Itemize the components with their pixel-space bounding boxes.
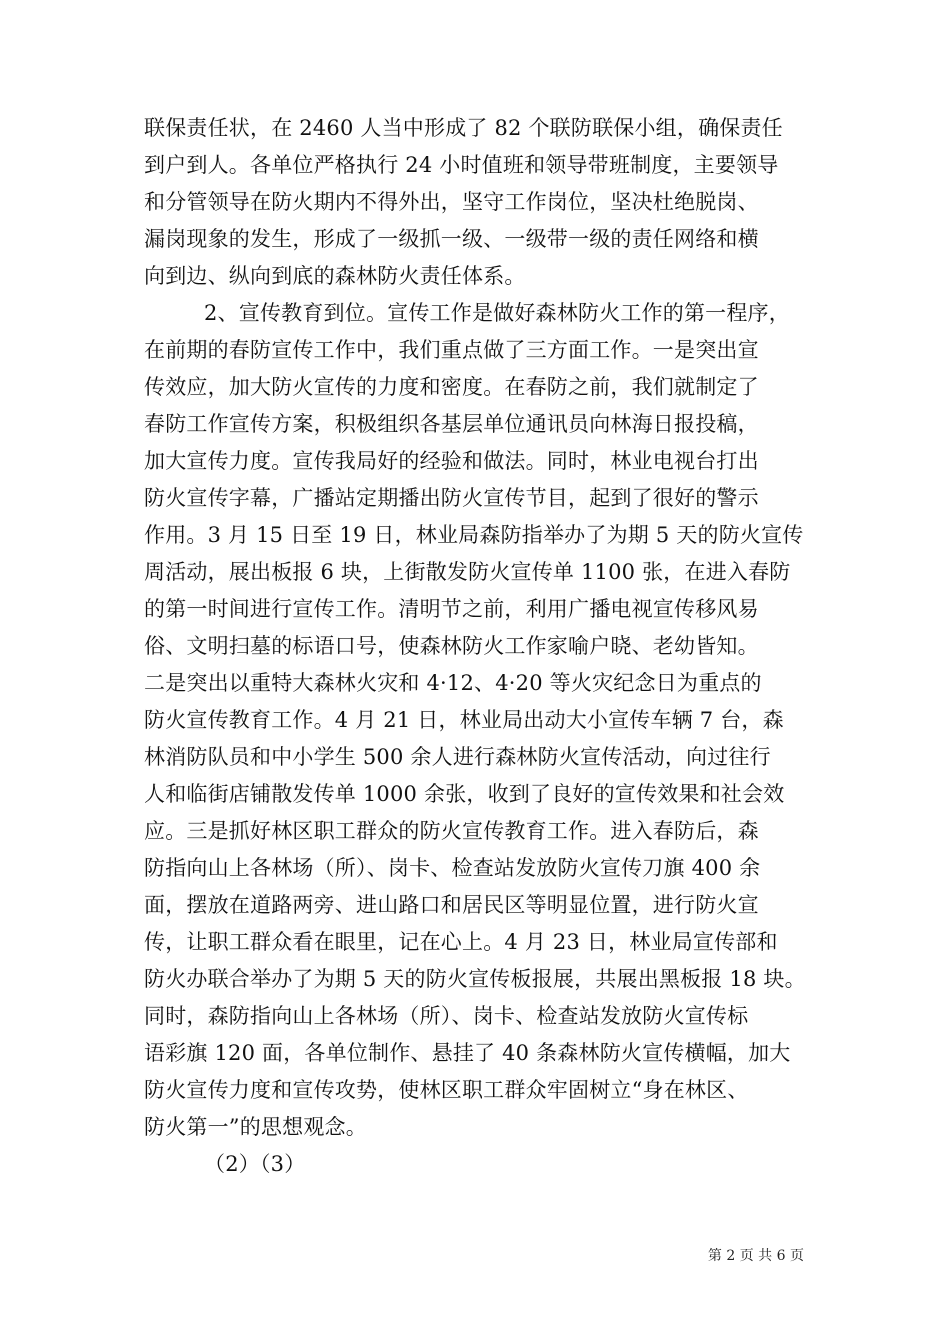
text-line: 俗、文明扫墓的标语口号，使森林防火工作家喻户晓、老幼皆知。 (144, 634, 759, 658)
section-markers: （2）（3） (204, 1152, 306, 1176)
text-line: 加大宣传力度。宣传我局好的经验和做法。同时，林业电视台打出 (144, 449, 759, 473)
text-line: 在前期的春防宣传工作中，我们重点做了三方面工作。一是突出宣 (144, 338, 759, 362)
text-line: 同时，森防指向山上各林场（所）、岗卡、检查站发放防火宣传标 (144, 1004, 749, 1028)
text-line: 二是突出以重特大森林火灾和 4·12、4·20 等火灾纪念日为重点的 (144, 671, 762, 695)
text-line: 漏岗现象的发生，形成了一级抓一级、一级带一级的责任网络和横 (144, 227, 759, 251)
text-line: 传，让职工群众看在眼里，记在心上。4 月 23 日，林业局宣传部和 (144, 930, 778, 954)
text-line: 和分管领导在防火期内不得外出，坚守工作岗位，坚决杜绝脱岗、 (144, 190, 759, 214)
text-line: 作用。3 月 15 日至 19 日，林业局森防指举办了为期 5 天的防火宣传 (144, 523, 804, 547)
text-line: 防火宣传教育工作。4 月 21 日，林业局出动大小宣传车辆 7 台，森 (144, 708, 784, 732)
text-line: 周活动，展出板报 6 块，上街散发防火宣传单 1100 张，在进入春防 (144, 560, 791, 584)
text-line: 联保责任状，在 2460 人当中形成了 82 个联防联保小组，确保责任 (144, 116, 783, 140)
text-line: 防火宣传力度和宣传攻势，使林区职工群众牢固树立“身在林区、 (144, 1078, 749, 1102)
text-line: 防火第一”的思想观念。 (144, 1115, 367, 1139)
text-line: 人和临街店铺散发传单 1000 余张，收到了良好的宣传效果和社会效 (144, 782, 785, 806)
text-line: 防火宣传字幕，广播站定期播出防火宣传节目，起到了很好的警示 (144, 486, 759, 510)
text-line: 防火办联合举办了为期 5 天的防火宣传板报展，共展出黑板报 18 块。 (144, 967, 806, 991)
text-line: 林消防队员和中小学生 500 余人进行森林防火宣传活动，向过往行 (144, 745, 771, 769)
text-line: 到户到人。各单位严格执行 24 小时值班和领导带班制度，主要领导 (144, 153, 779, 177)
text-line: 防指向山上各林场（所）、岗卡、检查站发放防火宣传刀旗 400 余 (144, 856, 761, 880)
text-line: 语彩旗 120 面，各单位制作、悬挂了 40 条森林防火宣传横幅，加大 (144, 1041, 791, 1065)
text-line: 春防工作宣传方案，积极组织各基层单位通讯员向林海日报投稿， (144, 412, 759, 436)
text-line: 应。三是抓好林区职工群众的防火宣传教育工作。进入春防后，森 (144, 819, 759, 843)
text-line: 向到边、纵向到底的森林防火责任体系。 (144, 264, 526, 288)
page-number-footer: 第 2 页 共 6 页 (707, 1248, 804, 1264)
text-line: 面，摆放在道路两旁、进山路口和居民区等明显位置，进行防火宣 (144, 893, 759, 917)
text-line: 传效应，加大防火宣传的力度和密度。在春防之前，我们就制定了 (144, 375, 759, 399)
text-line: 的第一时间进行宣传工作。清明节之前，利用广播电视宣传移风易 (144, 597, 759, 621)
paragraph-start-line: 2、宣传教育到位。宣传工作是做好森林防火工作的第一程序， (204, 301, 790, 325)
